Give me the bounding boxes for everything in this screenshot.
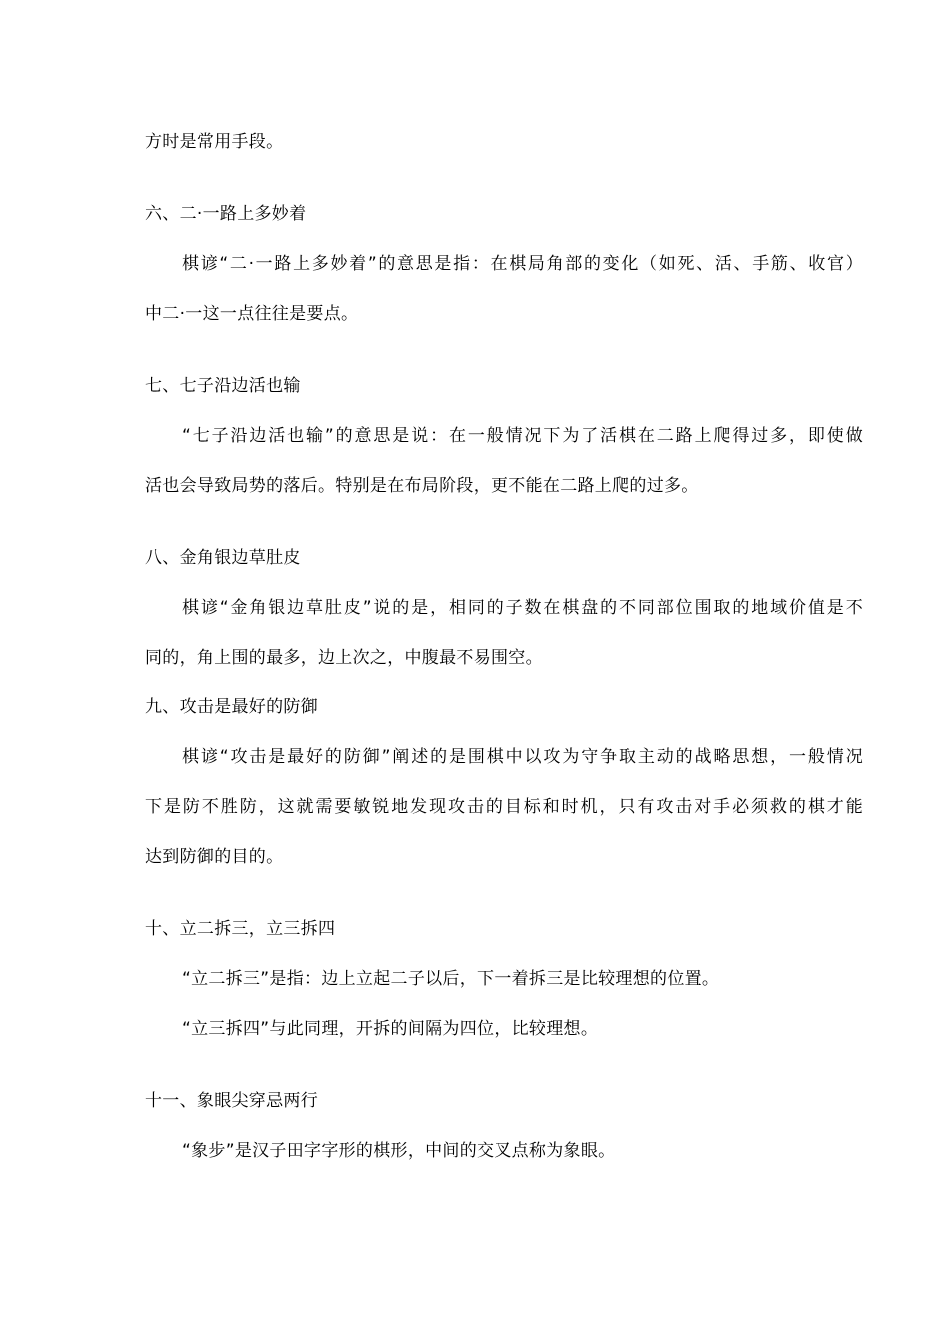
text-line: 下是防不胜防，这就需要敏锐地发现攻击的目标和时机，只有攻击对手必须救的棋才能	[145, 797, 863, 817]
text-line: 方时是常用手段。	[145, 132, 284, 152]
text-line: 棋谚“金角银边草肚皮”说的是，相同的子数在棋盘的不同部位围取的地域价值是不	[182, 598, 863, 618]
text-line: “七子沿边活也输”的意思是说：在一般情况下为了活棋在二路上爬得过多，即使做	[182, 426, 863, 446]
text-line: 达到防御的目的。	[145, 847, 284, 867]
text-line: 棋谚“攻击是最好的防御”阐述的是围棋中以攻为守争取主动的战略思想，一般情况	[182, 747, 863, 767]
section-heading-9: 九、攻击是最好的防御	[145, 697, 318, 717]
section-heading-7: 七、七子沿边活也输	[145, 376, 301, 396]
text-line: 同的，角上围的最多，边上次之，中腹最不易围空。	[145, 648, 543, 668]
text-line: 棋谚“二·一路上多妙着”的意思是指：在棋局角部的变化（如死、活、手筋、收官）	[182, 254, 863, 274]
text-line: 中二·一这一点往往是要点。	[145, 304, 359, 324]
section-heading-8: 八、金角银边草肚皮	[145, 548, 301, 568]
text-line: “象步”是汉子田字字形的棋形，中间的交叉点称为象眼。	[182, 1141, 616, 1161]
section-heading-11: 十一、象眼尖穿忌两行	[145, 1091, 318, 1111]
text-line: “立二拆三”是指：边上立起二子以后，下一着拆三是比较理想的位置。	[182, 969, 720, 989]
section-heading-10: 十、立二拆三，立三拆四	[145, 919, 336, 939]
text-line: “立三拆四”与此同理，开拆的间隔为四位，比较理想。	[182, 1019, 599, 1039]
section-heading-6: 六、二·一路上多妙着	[145, 204, 307, 224]
text-line: 活也会导致局势的落后。特别是在布局阶段，更不能在二路上爬的过多。	[145, 476, 699, 496]
